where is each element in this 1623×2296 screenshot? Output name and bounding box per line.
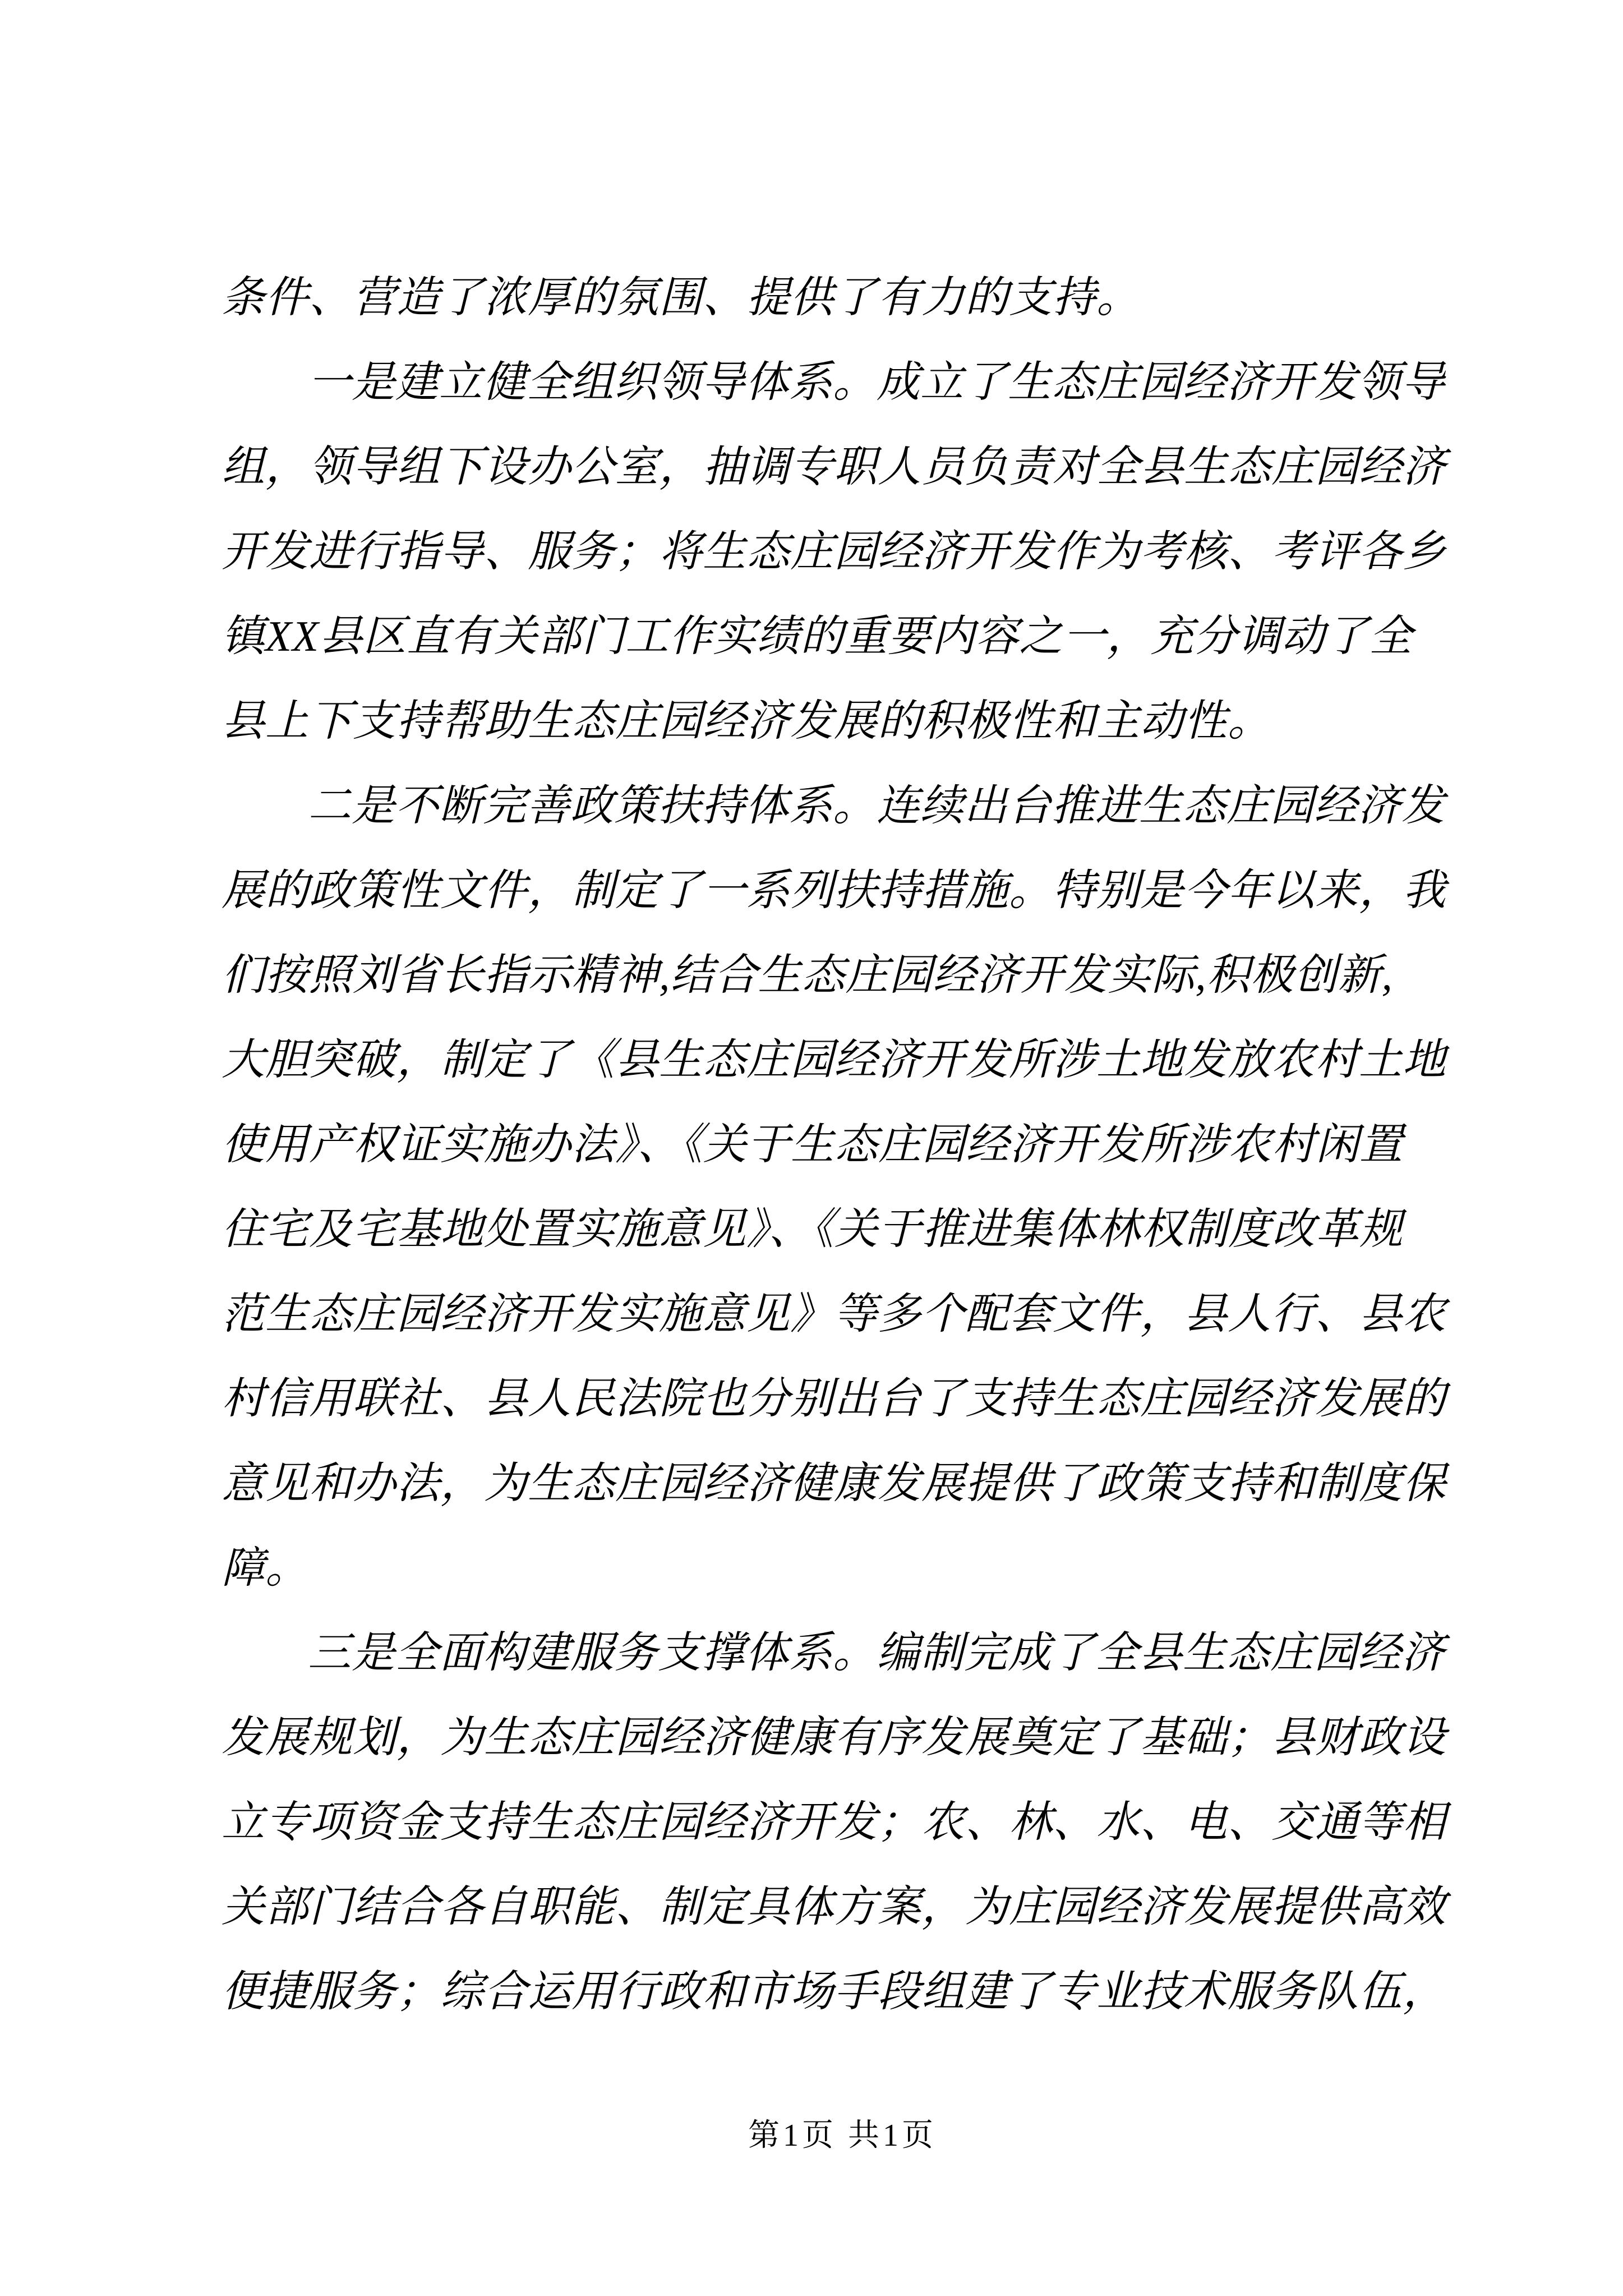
- text-line: 一是建立健全组织领导体系。成立了生态庄园经济开发领导: [308, 358, 1445, 406]
- text-line: 范生态庄园经济开发实施意见》等多个配套文件，县人行、县农: [222, 1290, 1446, 1338]
- text-line: 关部门结合各自职能、制定具体方案，为庄园经济发展提供高效: [222, 1883, 1446, 1931]
- text-line: 开发进行指导、服务；将生态庄园经济开发作为考核、考评各乡: [222, 527, 1446, 576]
- text-line: 便捷服务；综合运用行政和市场手段组建了专业技术服务队伍，: [222, 1967, 1446, 2016]
- text-line: 障。: [222, 1544, 309, 1592]
- document-body: [222, 255, 1455, 2034]
- text-line: 镇XX县区直有关部门工作实绩的重要内容之一，充分调动了全: [222, 612, 1413, 660]
- text-line: 发展规划，为生态庄园经济健康有序发展奠定了基础；县财政设: [222, 1713, 1446, 1761]
- text-line: 二是不断完善政策扶持体系。连续出台推进生态庄园经济发: [308, 781, 1445, 830]
- text-line: 条件、营造了浓厚的氛围、提供了有力的支持。: [222, 273, 1140, 321]
- text-line: 们按照刘省长指示精神,结合生态庄园经济开发实际,积极创新,: [222, 951, 1393, 999]
- text-line: 意见和办法，为生态庄园经济健康发展提供了政策支持和制度保: [222, 1459, 1446, 1507]
- text-line: 大胆突破，制定了《县生态庄园经济开发所涉土地发放农村土地: [222, 1036, 1446, 1084]
- page-footer: 第1页 共1页: [748, 2118, 937, 2153]
- text-line: 住宅及宅基地处置实施意见》、《关于推进集体林权制度改革规: [222, 1205, 1403, 1253]
- text-line: 使用产权证实施办法》、《关于生态庄园经济开发所涉农村闲置: [222, 1120, 1403, 1168]
- text-line: 组，领导组下设办公室，抽调专职人员负责对全县生态庄园经济: [222, 443, 1446, 491]
- text-line: 县上下支持帮助生态庄园经济发展的积极性和主动性。: [222, 697, 1271, 745]
- text-line: 展的政策性文件，制定了一系列扶持措施。特别是今年以来，我: [222, 866, 1446, 914]
- text-line: 立专项资金支持生态庄园经济开发；农、林、水、电、交通等相: [222, 1798, 1446, 1846]
- text-line: 三是全面构建服务支撑体系。编制完成了全县生态庄园经济: [308, 1628, 1445, 1677]
- text-line: 村信用联社、县人民法院也分别出台了支持生态庄园经济发展的: [222, 1374, 1446, 1423]
